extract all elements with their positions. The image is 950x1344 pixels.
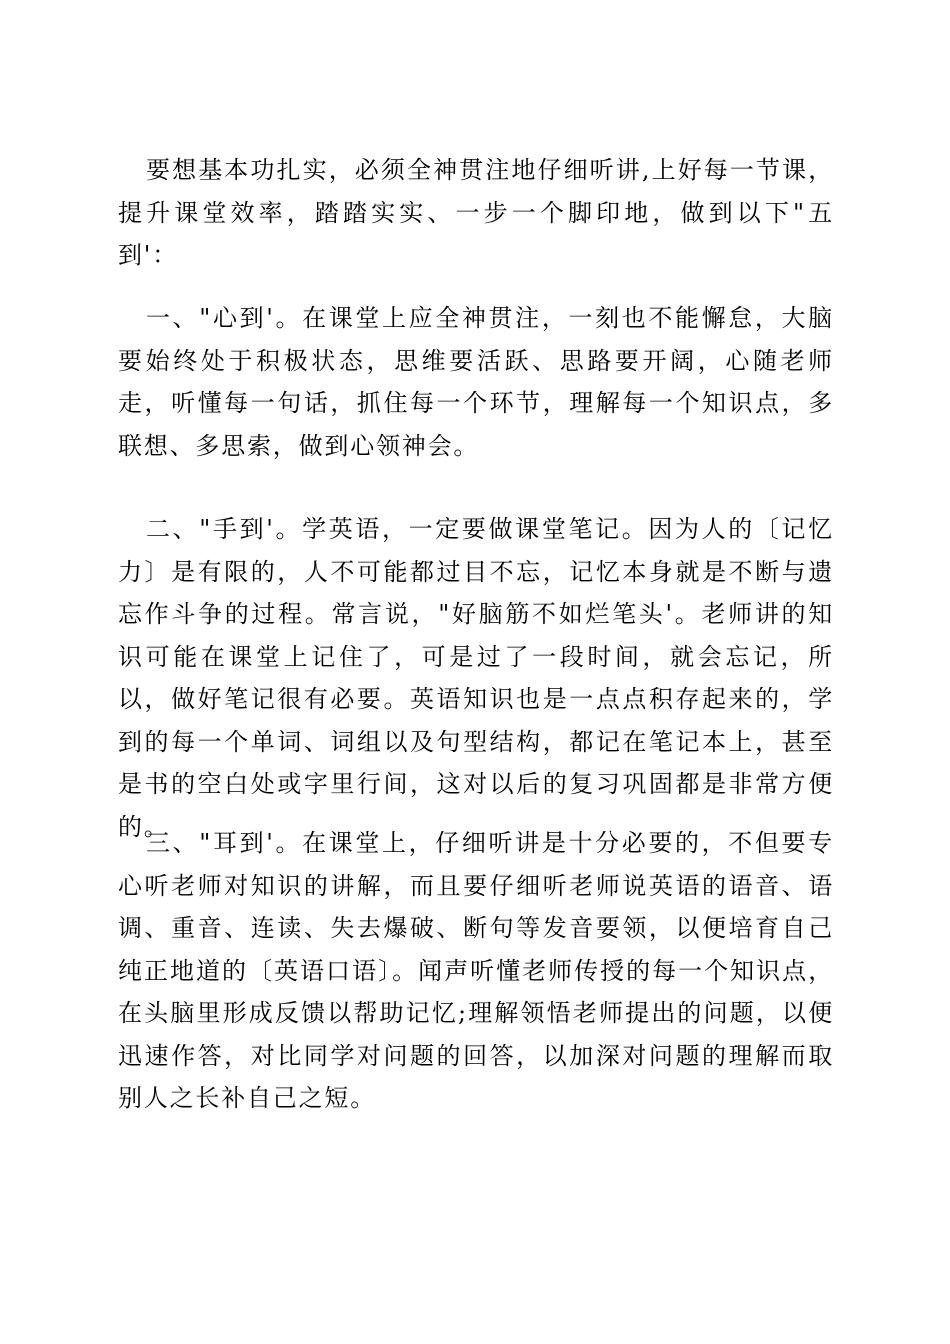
intro-paragraph: 要想基本功扎实，必须全神贯注地仔细听讲,上好每一节课，提升课堂效率，踏踏实实、一步一个脚印地，做到以下"五到'： xyxy=(118,156,834,269)
paragraph-heart: 一、"心到'。在课堂上应全神贯注，一刻也不能懈怠，大脑要始终处于积极状态，思维要活跃、思路要开阔，心随老师走，听懂每一句话，抓住每一个环节，理解每一个知识点，多联想、多思索，做到心领神会。 xyxy=(118,304,834,460)
paragraph-hand: 二、"手到'。学英语，一定要做课堂笔记。因为人的〔记忆力〕是有限的，人不可能都过目不忘，记忆本身就是不断与遗忘作斗争的过程。常言说，"好脑筋不如烂笔头'。老师讲的知识可能在课堂上记住了，可是过了一段时间，就会忘记，所以，做好笔记很有必要。英语知识也是一点点积存起来的，学到的每一个单词、词组以及句型结构，都记在笔记本上，甚至是书的空白处或字里行间，这对以后的复习巩固都是非常方便的。 xyxy=(118,515,834,841)
paragraph-ear: 三、"耳到'。在课堂上，仔细听讲是十分必要的，不但要专心听老师对知识的讲解，而且要仔细听老师说英语的语音、语调、重音、连读、失去爆破、断句等发音要领，以便培育自己纯正地道的〔英语口语〕。闻声听懂老师传授的每一个知识点，在头脑里形成反馈以帮助记忆;理解领悟老师提出的问题，以便迅速作答，对比同学对问题的回答，以加深对问题的理解而取别人之长补自己之短。 xyxy=(118,829,834,1112)
